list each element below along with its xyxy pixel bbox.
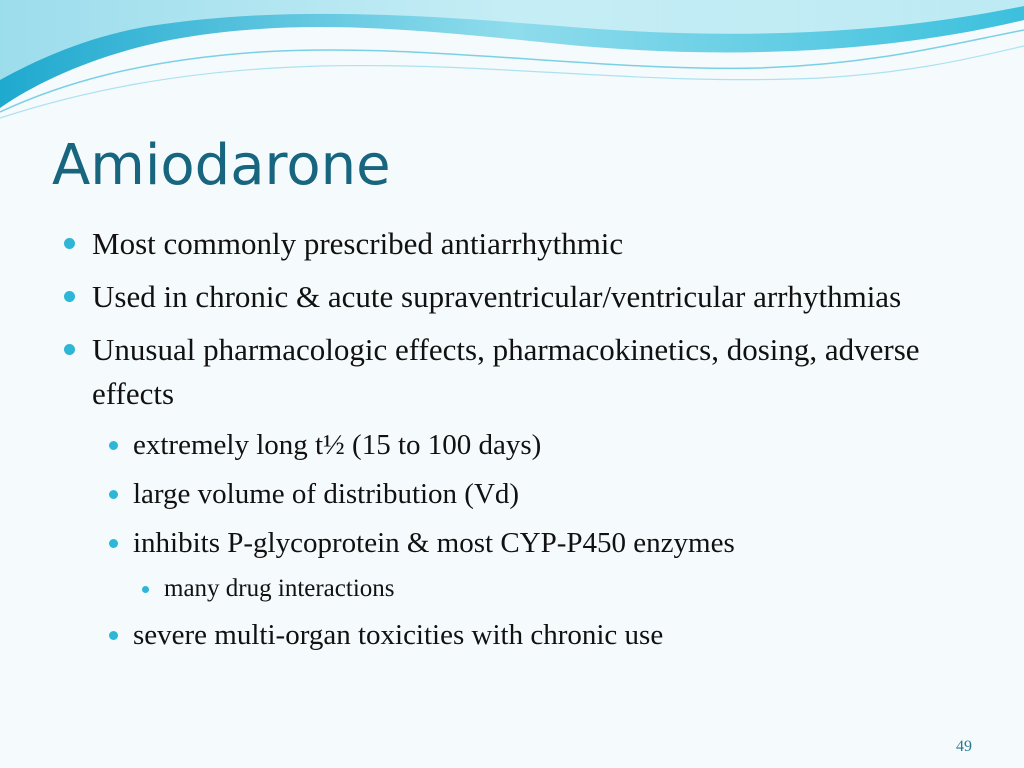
bullet-text: Used in chronic & acute supraventricular/ventricular arrhythmias [92, 279, 902, 314]
bullet-icon [109, 539, 118, 548]
page-number: 49 [956, 738, 972, 755]
bullet-text: many drug interactions [164, 575, 395, 602]
sub-bullet-item [60, 474, 960, 514]
bullet-icon [64, 344, 75, 355]
bullet-text: Unusual pharmacologic effects, pharmacokinetics, dosing, adverse effects [92, 332, 920, 411]
header-wave-decoration [0, 0, 1024, 130]
bullet-item [60, 275, 960, 319]
bullet-text: extremely long t½ (15 to 100 days) [133, 429, 542, 461]
bullet-icon [142, 586, 149, 593]
bullet-icon [109, 441, 118, 450]
bullet-item [60, 222, 960, 266]
sub-bullet-item [60, 615, 960, 655]
bullet-icon [64, 291, 75, 302]
bullet-item [60, 328, 960, 416]
bullet-text: severe multi-organ toxicities with chronic use [133, 619, 664, 651]
bullet-text: inhibits P-glycoprotein & most CYP-P450 enzymes [133, 527, 735, 559]
sub-bullet-item [60, 523, 960, 563]
sub-bullet-item [60, 425, 960, 465]
bullet-text: Most commonly prescribed antiarrhythmic [92, 226, 624, 261]
bullet-icon [109, 631, 118, 640]
sub-sub-bullet-item [60, 572, 960, 606]
bullet-text: large volume of distribution (Vd) [133, 478, 520, 510]
bullet-icon [109, 490, 118, 499]
slide-title: Amiodarone [52, 133, 391, 198]
bullet-list [60, 222, 960, 664]
bullet-icon [64, 238, 75, 249]
